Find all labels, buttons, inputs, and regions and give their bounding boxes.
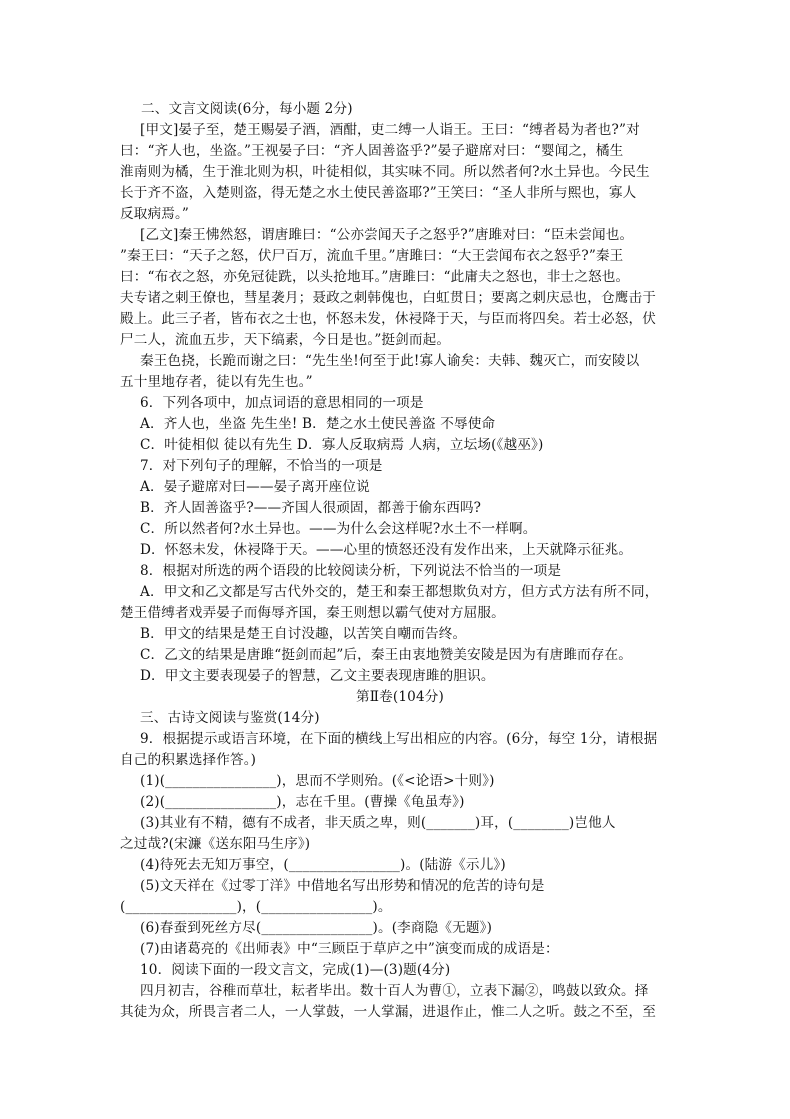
fill-blank-line: (1)(________________)，思而不学则殆。(《<论语>十则》) (140, 773, 495, 789)
text-line: ”秦王曰：“天子之怒，伏尸百万，流血千里。”唐雎曰：“大王尝闻布衣之怒乎?”秦王 (120, 248, 624, 264)
text-line: [甲文]晏子至，楚王赐晏子酒，酒酣，吏二缚一人诣王。王曰：“缚者曷为者也?”对 (140, 122, 640, 138)
text-line: 反取病焉。” (120, 206, 190, 222)
option-line: C．乙文的结果是唐雎“挺剑而起”后，秦王由衷地赞美安陵是因为有唐雎而存在。 (140, 647, 633, 663)
fill-blank-line: (7)由诸葛亮的《出师表》中“三顾臣于草庐之中”演变而成的成语是： (140, 941, 559, 957)
question-6: 6．下列各项中，加点词语的意思相同的一项是 (140, 395, 424, 411)
fill-blank-line: (6)春蚕到死丝方尽(________________)。(李商隐《无题》) (140, 920, 493, 936)
text-line: 其徒为众，所畏言者二人，一人掌鼓，一人掌漏，进退作止，惟二人之听。鼓之不至，至 (120, 1004, 657, 1020)
text-line: 殿上。此三子者，皆布衣之士也，怀怒未发，休祲降于天，与臣而将四矣。若士必怒，伏 (120, 311, 657, 327)
text-line: 五十里地存者，徒以有先生也。” (120, 374, 313, 390)
text-line: 夫专诸之刺王僚也，彗星袭月；聂政之刺韩傀也，白虹贯日；要离之刺庆忌也，仓鹰击于 (120, 290, 657, 306)
fill-blank-line: (________________)，(________________)。 (120, 899, 392, 915)
option-line: D．怀怒未发，休祲降于天。——心里的愤怒还没有发作出来，上天就降示征兆。 (140, 542, 633, 558)
question-8: 8．根据对所选的两个语段的比较阅读分析，下列说法不恰当的一项是 (140, 563, 562, 579)
option-line: A．晏子避席对曰——晏子离开座位说 (140, 479, 370, 495)
text-line: 曰：“齐人也，坐盗。”王视晏子曰：“齐人固善盗乎?”晏子避席对曰：“婴闻之，橘生 (120, 143, 624, 159)
text-line: 四月初吉，谷稚而草壮，耘者毕出。数十百人为曹①，立表下漏②，鸣鼓以致众。择 (140, 983, 649, 999)
text-line: 淮南则为橘，生于淮北则为枳，叶徒相似，其实味不同。所以然者何?水土异也。今民生 (120, 164, 650, 180)
text-line: 尸二人，流血五步，天下缟素，今日是也。”挺剑而起。 (120, 332, 451, 348)
section-heading: 二、文言文阅读(6分，每小题 2分) (141, 101, 353, 117)
text-line: 秦王色挠，长跪而谢之曰：“先生坐!何至于此!寡人谕矣：夫韩、魏灭亡，而安陵以 (140, 353, 640, 369)
option-line: 楚王借缚者戏弄晏子而侮辱齐国，秦王则想以霸气使对方屈服。 (120, 605, 505, 621)
option-line: C．所以然者何?水土异也。——为什么会这样呢?水土不一样啊。 (140, 521, 537, 537)
question-10: 10．阅读下面的一段文言文，完成(1)—(3)题(4分) (140, 962, 451, 978)
section-heading: 三、古诗文阅读与鉴赏(14分) (140, 710, 320, 726)
text-line: 自己的积累选择作答。) (120, 752, 257, 768)
question-9: 9．根据提示或语言环境，在下面的横线上写出相应的内容。(6分，每空 1分，请根据 (140, 731, 658, 747)
option-line: B．齐人固善盗乎?——齐国人很顽固，都善于偷东西吗? (140, 500, 482, 516)
text-line: 之过哉?(宋濂《送东阳马生序》) (120, 836, 311, 852)
option-line: A．甲文和乙文都是写古代外交的，楚王和秦王都想欺负对方，但方式方法有所不同， (140, 584, 659, 600)
fill-blank-line: (4)待死去无知万事空，(________________)。(陆游《示儿》) (140, 857, 506, 873)
option-line: C．叶徒相似 徒以有先生 D．寡人反取病焉 人病，立坛场(《越巫》) (140, 437, 544, 453)
option-line: B．甲文的结果是楚王自讨没趣，以苦笑自嘲而告终。 (140, 626, 467, 642)
option-line: A．齐人也，坐盗 先生坐! B．楚之水土使民善盗 不辱使命 (140, 416, 496, 432)
text-line: 长于齐不盗，入楚则盗，得无楚之水土使民善盗耶?”王笑曰：“圣人非所与熙也，寡人 (120, 185, 637, 201)
fill-blank-line: (2)(________________)，志在千里。(曹操《龟虽寿》) (140, 794, 465, 810)
volume-title: 第Ⅱ卷(104分) (356, 689, 444, 705)
text-line: 曰：“布衣之怒，亦免冠徒跣，以头抢地耳。”唐雎曰：“此庸夫之怒也，非士之怒也。 (120, 269, 630, 285)
fill-blank-line: (3)其业有不精，德有不成者，非天质之卑，则(_______)耳，(________)岂他人 (140, 815, 616, 831)
text-line: [乙文]秦王怫然怒，谓唐雎曰：“公亦尝闻天子之怒乎?”唐雎对曰：“臣未尝闻也。 (140, 227, 634, 243)
fill-blank-line: (5)文天祥在《过零丁洋》中借地名写出形势和情况的危苦的诗句是 (140, 878, 545, 894)
question-7: 7．对下列句子的理解，不恰当的一项是 (140, 458, 383, 474)
option-line: D．甲文主要表现晏子的智慧，乙文主要表现唐雎的胆识。 (140, 668, 495, 684)
